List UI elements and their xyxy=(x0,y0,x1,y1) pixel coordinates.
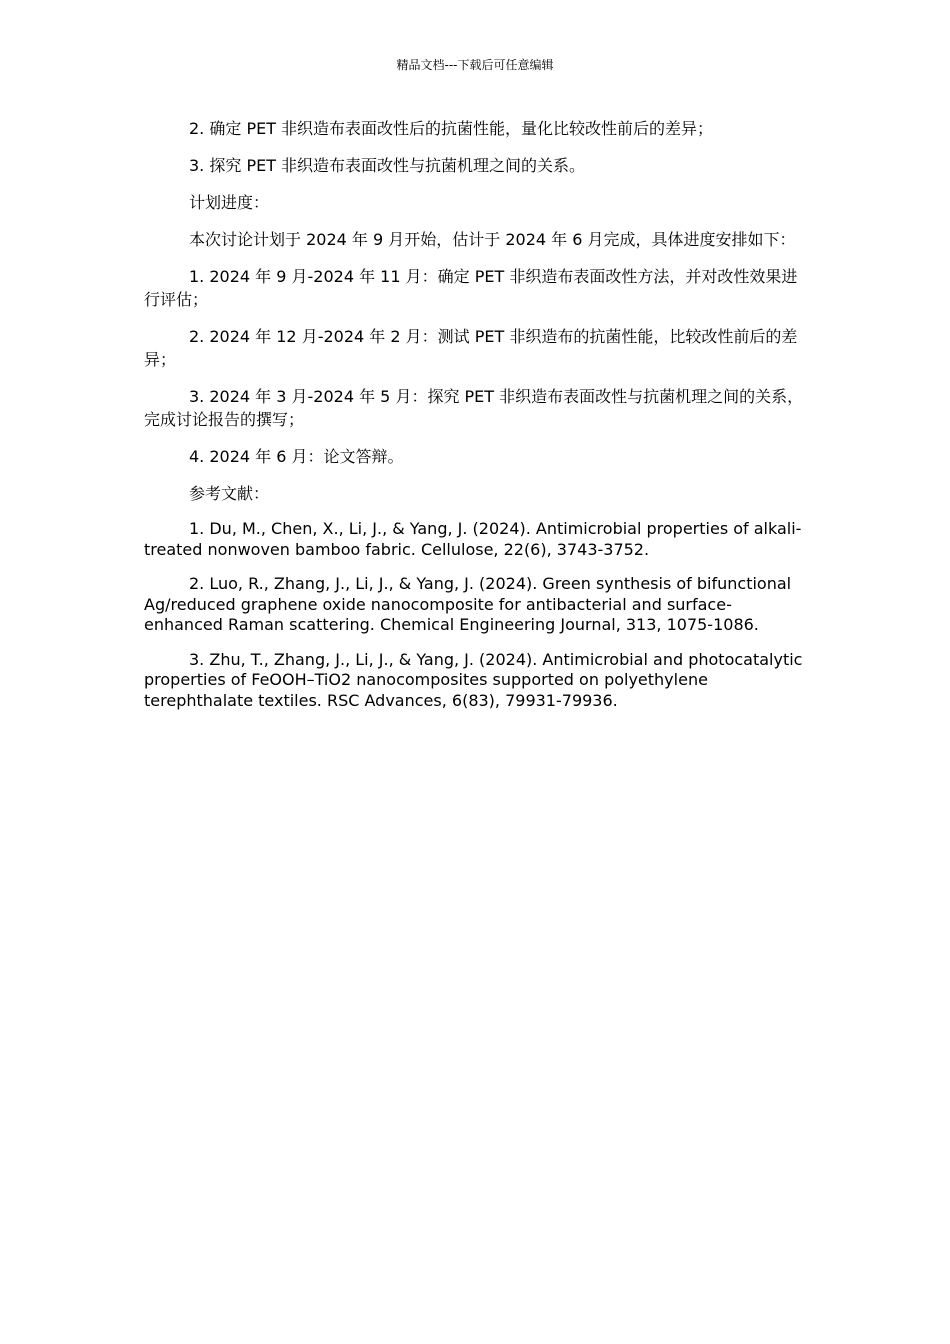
document-body xyxy=(144,117,808,711)
reference-3: 3. Zhu, T., Zhang, J., Li, J., & Yang, J. (2024). Antimicrobial and photocatalytic properties of FeOOH–TiO2 nanocomposites supported on polyethylene terephthalate textiles. RSC Advances, 6(83), 79931-79936. xyxy=(144,649,803,710)
objective-3: 3. 探究 PET 非织造布表面改性与抗菌机理之间的关系。 xyxy=(189,156,586,175)
reference-1: 1. Du, M., Chen, X., Li, J., & Yang, J. (2024). Antimicrobial properties of alkali-treated nonwoven bamboo fabric. Cellulose, 22(6), 3743-3752. xyxy=(144,519,802,559)
plan-item-3: 3. 2024 年 3 月-2024 年 5 月：探究 PET 非织造布表面改性与抗菌机理之间的关系，完成讨论报告的撰写； xyxy=(144,387,804,429)
reference-2: 2. Luo, R., Zhang, J., Li, J., & Yang, J. (2024). Green synthesis of bifunctional Ag/reduced graphene oxide nanocomposite for antibacterial and surface-enhanced Raman scattering. Chemical Engineering Journal, 313, 1075-1086. xyxy=(144,574,792,634)
objective-2: 2. 确定 PET 非织造布表面改性后的抗菌性能，量化比较改性前后的差异； xyxy=(189,119,714,138)
page-header: 精品文档---下载后可任意编辑 xyxy=(396,58,554,72)
plan-item-2: 2. 2024 年 12 月-2024 年 2 月：测试 PET 非织造布的抗菌性能，比较改性前后的差异； xyxy=(144,327,798,369)
references-heading: 参考文献： xyxy=(189,484,270,503)
plan-intro: 本次讨论计划于 2024 年 9 月开始，估计于 2024 年 6 月完成，具体进度安排如下： xyxy=(189,230,796,249)
plan-item-4: 4. 2024 年 6 月：论文答辩。 xyxy=(189,447,404,466)
plan-heading: 计划进度： xyxy=(189,193,270,212)
plan-item-1: 1. 2024 年 9 月-2024 年 11 月：确定 PET 非织造布表面改性方法，并对改性效果进行评估； xyxy=(144,267,798,309)
